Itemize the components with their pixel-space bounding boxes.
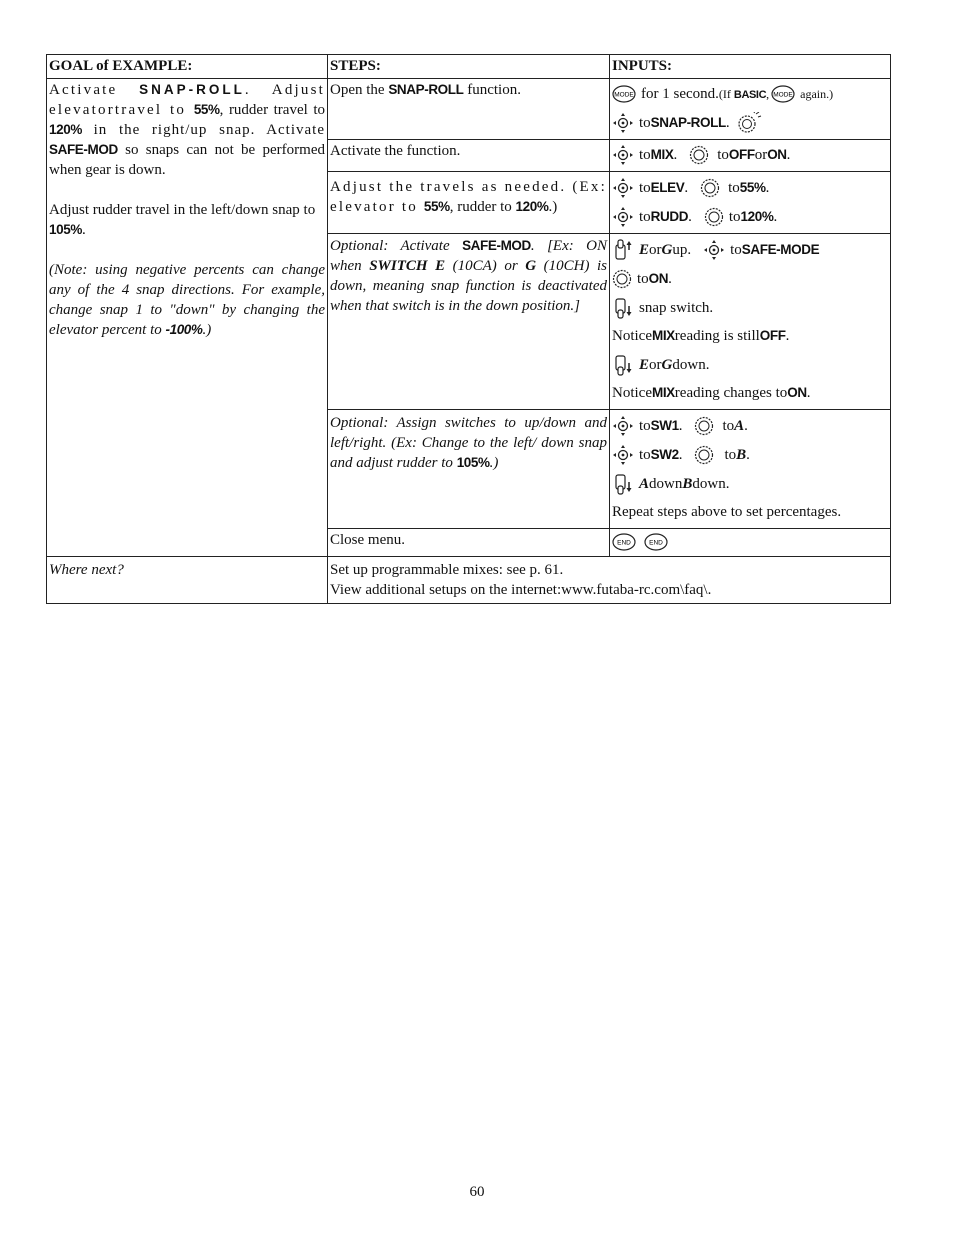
step-assign-switches: Optional: Assign switches to up/down and left/right. (Ex: Change to the left/ down snap and adjust rudder to 105%.) <box>328 410 610 529</box>
where-next-content <box>328 557 891 604</box>
svg-text:END: END <box>649 539 663 547</box>
cursor-lever-icon <box>612 177 634 199</box>
mode-button-icon <box>612 85 636 103</box>
inputs-safe-mod: E or G up. to SAFE-MODE to ON . snap switch. Notice MIX reading is still OFF . E or G down. Notice MIX reading changes to ON . <box>610 234 891 410</box>
end-button-icon <box>612 533 636 551</box>
goal-cell <box>47 79 328 557</box>
inputs-close-menu <box>610 529 891 557</box>
cursor-lever-icon <box>612 415 634 437</box>
step-activate: Activate the function. <box>328 140 610 172</box>
where-next-row <box>47 557 891 604</box>
inputs-adjust-travels: to ELEV . to 55% . to RUDD . to 120% . <box>610 172 891 234</box>
goal-paragraph-2: Adjust rudder travel in the left/down snap to 105%. <box>49 202 316 238</box>
switch-down-icon <box>612 297 634 319</box>
dial-icon <box>694 445 714 465</box>
switch-down-icon <box>612 473 634 495</box>
dial-icon <box>700 178 720 198</box>
svg-text:MODE: MODE <box>773 91 793 99</box>
dial-icon <box>694 416 714 436</box>
step-open-function: Open the SNAP-ROLL function. <box>328 79 610 140</box>
cursor-lever-icon <box>703 239 725 261</box>
svg-text:MODE: MODE <box>614 91 634 99</box>
page-number: 60 <box>469 1184 485 1200</box>
goal-note: (Note: using negative percents can change any of the 4 snap directions. For example, change snap 1 to "down" by changing the elevator percent to -100%.) <box>49 262 325 338</box>
end-button-icon <box>644 533 668 551</box>
where-next-line-2: View additional setups on the internet:www.futaba-rc.com\faq\. <box>330 582 712 598</box>
inputs-open-function: MODE for 1 second. (If BASIC, MODE again.) to SNAP-ROLL . <box>610 79 891 140</box>
cursor-lever-icon <box>612 112 634 134</box>
svg-text:END: END <box>617 539 631 547</box>
dial-press-icon <box>736 112 762 134</box>
mode-button-icon <box>771 85 795 103</box>
header-steps: STEPS: <box>328 55 610 79</box>
goal-paragraph-1: Activate SNAP-ROLL. Adjust elevatortravel to 55%, rudder travel to 120% in the right/up snap. Activate SAFE-MOD so snaps can not be performed when gear is down. <box>49 82 326 178</box>
dial-icon <box>704 207 724 227</box>
step-close-menu: Close menu. <box>328 529 610 557</box>
switch-up-icon <box>612 239 634 261</box>
cursor-lever-icon <box>612 206 634 228</box>
header-goal: GOAL of EXAMPLE: <box>47 55 328 79</box>
inputs-assign-switches: to SW1 . to A . to SW2 . to B . A down B down. Repeat steps above to set percentages. <box>610 410 891 529</box>
cursor-lever-icon <box>612 144 634 166</box>
where-next-line-1: Set up programmable mixes: see p. 61. <box>330 562 564 578</box>
example-table <box>46 54 891 604</box>
header-inputs: INPUTS: <box>610 55 891 79</box>
dial-icon <box>612 269 632 289</box>
cursor-lever-icon <box>612 444 634 466</box>
switch-down-icon <box>612 354 634 376</box>
inputs-activate: to MIX . to OFF or ON . <box>610 140 891 172</box>
where-next-label: Where next? <box>47 557 328 604</box>
step-safe-mod: Optional: Activate SAFE-MOD. [Ex: ON when SWITCH E (10CA) or G (10CH) is down, meaning snap function is deactivated when that switch is in the down position.] <box>328 234 610 410</box>
step-adjust-travels: Adjust the travels as needed. (Ex: elevator to 55%, rudder to 120%.) <box>328 172 610 234</box>
header-row <box>47 55 891 79</box>
dial-icon <box>689 145 709 165</box>
